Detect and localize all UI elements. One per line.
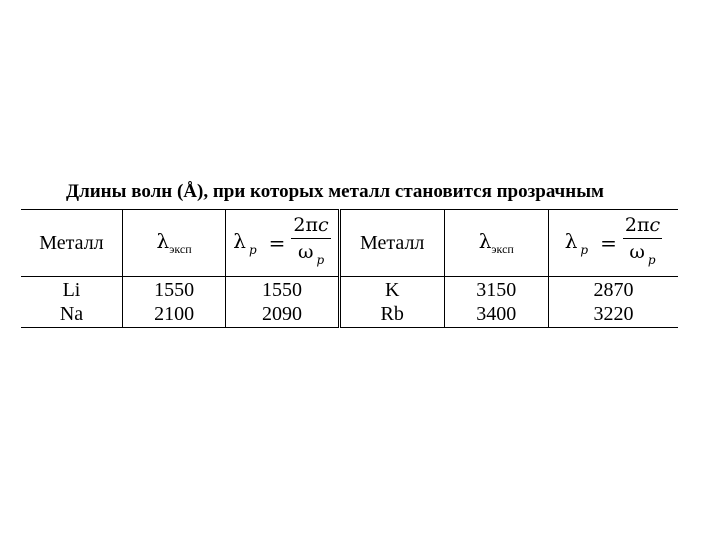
table-row: [21, 277, 678, 328]
header-lambda-exp-left: $\lambda_{эксп}$: [122, 210, 225, 277]
header-lambda-exp-right: $\lambda_{эксп}$: [444, 210, 548, 277]
cell-exp-left: 1550 2100: [122, 277, 225, 328]
cell-calc-left: 1550 2090: [226, 277, 340, 328]
header-formula-right: λ $_p$ = $\frac{2\pi c}{\omega _p}$: [548, 210, 678, 277]
cell-exp-right: 3150 3400: [444, 277, 548, 328]
header-metal-left: Металл: [21, 210, 122, 277]
table-title: Длины волн (Å), при которых металл становится прозрачным: [66, 181, 604, 202]
cell-calc-right: 2870 3220: [548, 277, 678, 328]
table-header-row: [21, 210, 678, 277]
header-metal-right: Металл: [339, 210, 444, 277]
wavelength-table: [21, 209, 678, 328]
cell-metals-right: K Rb: [339, 277, 444, 328]
cell-metals-left: Li Na: [21, 277, 122, 328]
header-formula-left: λ $_p$ = $\frac{2\pi c}{\omega _p}$: [226, 210, 340, 277]
